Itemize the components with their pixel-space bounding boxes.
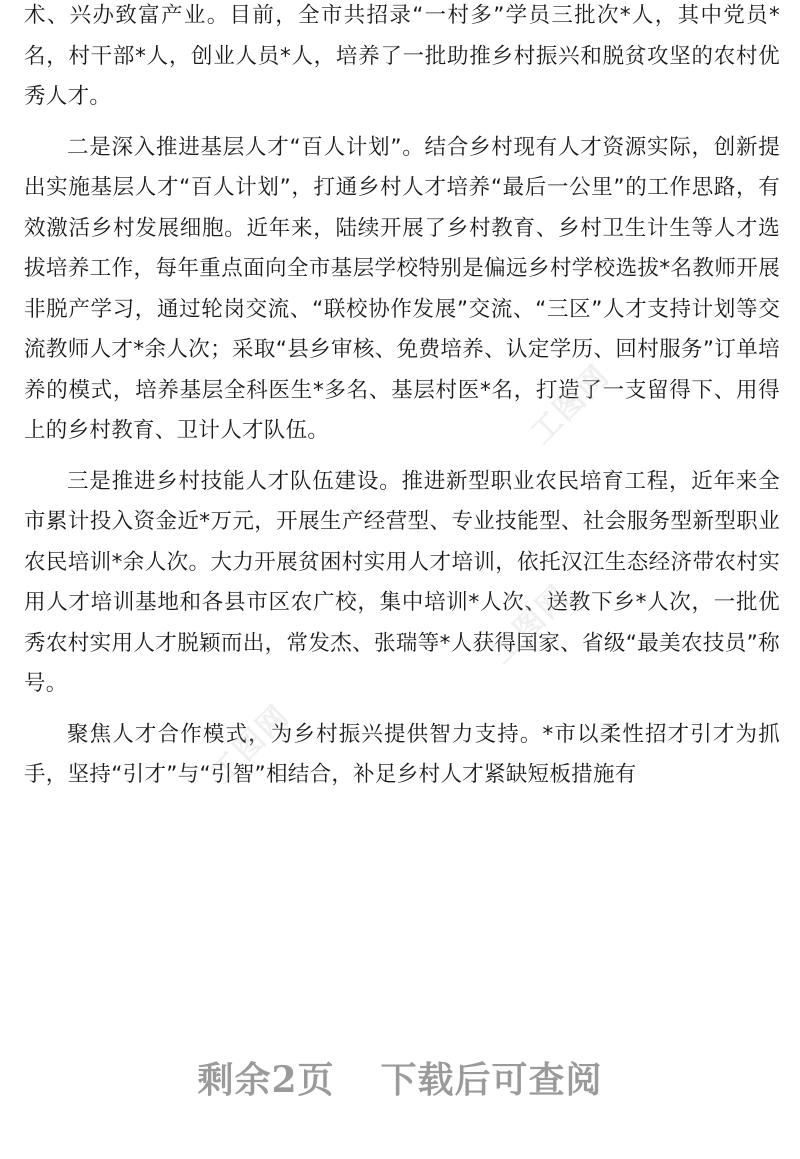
watermark-text: 工图网 — [204, 698, 297, 791]
download-prompt[interactable] — [0, 1052, 800, 1103]
download-hint-label: 下载后可查阅 — [380, 1059, 603, 1101]
remaining-pages-label: 剩余2页 — [197, 1059, 335, 1101]
paragraph-4: 聚焦人才合作模式，为乡村振兴提供智力支持。*市以柔性招才引才为抓手，坚持“引才”与“引智”相结合，补足乡村人才紧缺短板措施有 — [24, 721, 780, 787]
watermark-text: 工图网 — [524, 358, 617, 451]
watermark-text: 工图网 — [484, 578, 577, 671]
document-body — [24, 0, 780, 806]
paragraph-2: 二是深入推进基层人才“百人计划”。结合乡村现有人才资源实际，创新提出实施基层人才“百人计划”，打通乡村人才培养“最后一公里”的工作思路，有效激活乡村发展细胞。近年来，陆续开展了乡村教育、乡村卫生计生等人才选拔培养工作，每年重点面向全市基层学校特别是偏远乡村学校选拔*名教师开展非脱产学习，通过轮岗交流、“联校协作发展”交流、“三区”人才支持计划等交流教师人才*余人次；采取“县乡审核、免费培养、认定学历、回村服务”订单培养的模式，培养基层全科医生*多名、基层村医*名，打造了一支留得下、用得上的乡村教育、卫计人才队伍。 — [24, 134, 780, 443]
paragraph-3: 三是推进乡村技能人才队伍建设。推进新型职业农民培育工程，近年来全市累计投入资金近*万元，开展生产经营型、专业技能型、社会服务型新型职业农民培训*余人次。大力开展贫困村实用人才培训，依托汉江生态经济带农村实用人才培训基地和各县市区农广校，集中培训*人次、送教下乡*人次，一批优秀农村实用人才脱颖而出，常发杰、张瑞等*人获得国家、省级“最美农技员”称号。 — [24, 468, 780, 696]
paragraph-1: 术、兴办致富产业。目前，全市共招录“一村多”学员三批次*人，其中党员*名，村干部*人，创业人员*人，培养了一批助推乡村振兴和脱贫攻坚的农村优秀人才。 — [24, 3, 780, 109]
